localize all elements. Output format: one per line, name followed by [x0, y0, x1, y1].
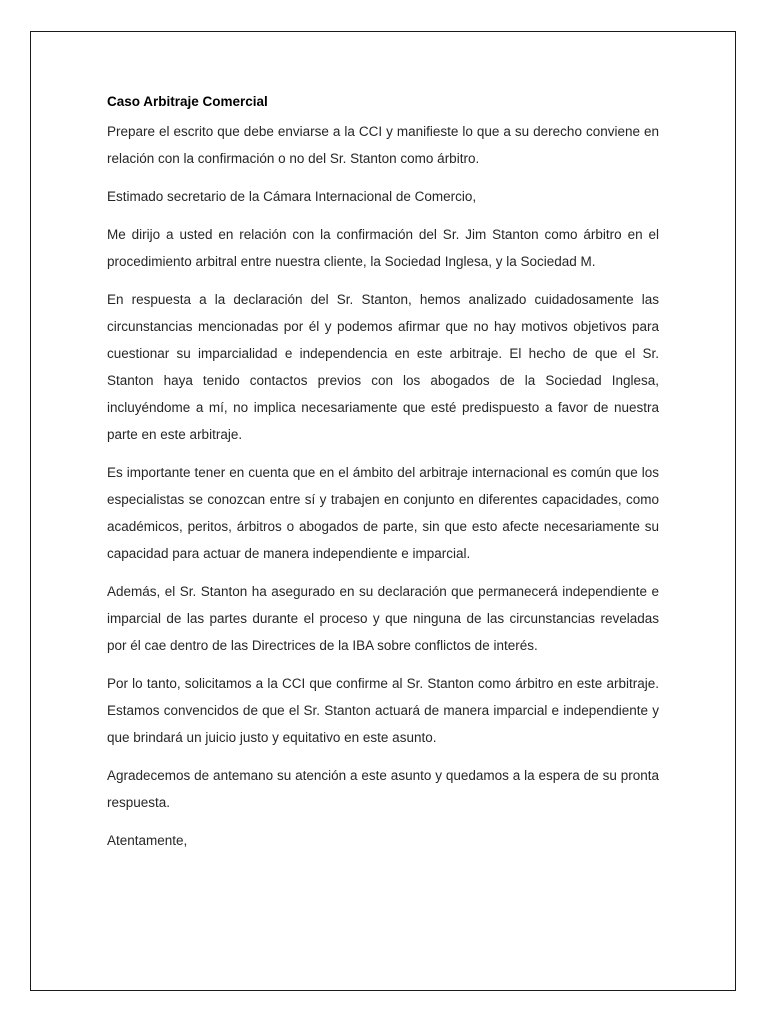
paragraph-salutation: Estimado secretario de la Cámara Internacional de Comercio, [107, 189, 477, 204]
paragraph-response: En respuesta a la declaración del Sr. Stanton, hemos analizado cuidadosamente las circunstancias mencionadas por él y podemos afirmar que no hay motivos objetivos para cuestionar su imparcialidad e independencia en este arbitraje. El hecho de que el Sr. Stanton haya tenido contactos previos con los abogados de la Sociedad Inglesa, incluyéndome a mí, no implica necesariamente que esté predispuesto a favor de nuestra parte en este arbitraje. [107, 292, 659, 442]
paragraph-instructions: Prepare el escrito que debe enviarse a la CCI y manifieste lo que a su derecho conviene en relación con la confirmación o no del Sr. Stanton como árbitro. [107, 124, 659, 166]
paragraph-thanks: Agradecemos de antemano su atención a este asunto y quedamos a la espera de su pronta respuesta. [107, 768, 659, 810]
document-page [30, 31, 736, 991]
paragraph-declaration: Además, el Sr. Stanton ha asegurado en su declaración que permanecerá independiente e imparcial de las partes durante el proceso y que ninguna de las circunstancias reveladas por él cae dentro de las Directrices de la IBA sobre conflictos de interés. [107, 584, 659, 653]
paragraph-context: Es importante tener en cuenta que en el ámbito del arbitraje internacional es común que los especialistas se conozcan entre sí y trabajen en conjunto en diferentes capacidades, como académicos, peritos, árbitros o abogados de parte, sin que esto afecte necesariamente su capacidad para actuar de manera independiente e imparcial. [107, 465, 659, 561]
paragraph-introduction: Me dirijo a usted en relación con la confirmación del Sr. Jim Stanton como árbitro en el procedimiento arbitral entre nuestra cliente, la Sociedad Inglesa, y la Sociedad M. [107, 227, 659, 269]
document-title: Caso Arbitraje Comercial [107, 94, 268, 109]
document-body [107, 92, 659, 865]
paragraph-request: Por lo tanto, solicitamos a la CCI que confirme al Sr. Stanton como árbitro en este arbitraje. Estamos convencidos de que el Sr. Stanton actuará de manera imparcial e independiente y que brindará un juicio justo y equitativo en este asunto. [107, 676, 659, 745]
paragraph-closing: Atentamente, [107, 833, 188, 848]
